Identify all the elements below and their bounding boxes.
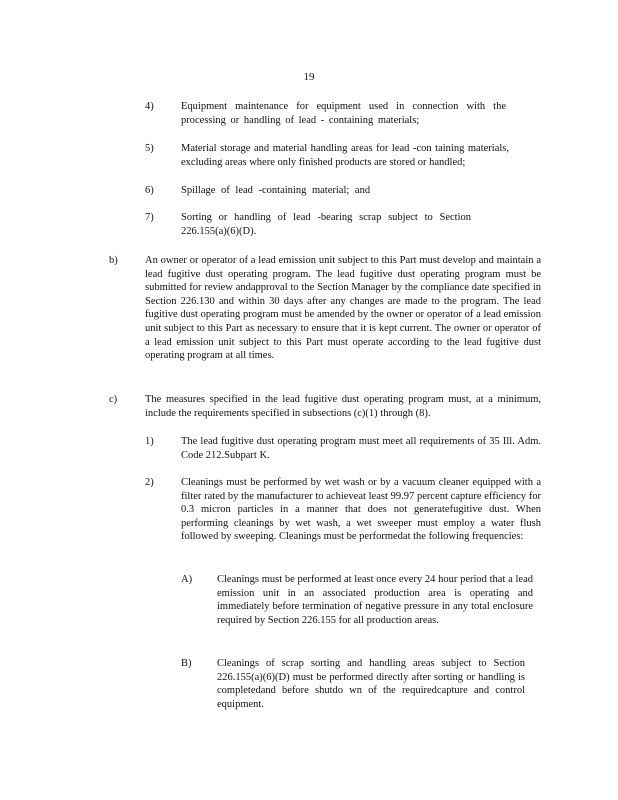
item-label: 6) [145, 185, 154, 196]
subsection-text: Cleanings of scrap sorting and handling areas subject to Section 226.155(a)(6)(D) must be performed directly after sorting or handling is completedand before shutdo wn of the requiredcapture and control equipment. [217, 658, 525, 710]
item-label: 4) [145, 101, 154, 112]
subsection-text: The lead fugitive dust operating program must meet all requirements of 35 Ill. Adm. Code 212.Subpart K. [181, 436, 541, 461]
subsection-label: 1) [145, 436, 154, 447]
subsection-text: Cleanings must be performed at least once every 24 hour period that a lead emission unit in an associated production area is operating and immediately before termination of negative pressure in any total enclosure required by Section 226.155 for all production areas. [217, 574, 533, 626]
item-text: Sorting or handling of lead -bearing scrap subject to Section 226.155(a)(6)(D). [181, 212, 471, 237]
subsection-label: B) [181, 658, 192, 669]
item-text: Material storage and material handling areas for lead -con taining materials, excluding areas where only finished products are stored or handled; [181, 143, 509, 168]
item-label: 7) [145, 212, 154, 223]
paragraph-label: b) [109, 255, 118, 266]
paragraph-text: An owner or operator of a lead emission unit subject to this Part must develop and maintain a lead fugitive dust operating program. The lead fugitive dust operating program must be submitted for review andapproval to the Section Manager by the compliance date specified in Section 226.130 and within 30 days after any changes are made to the program. The lead fugitive dust operating program must be amended by the owner or operator of a lead emission unit subject to this Part as necessary to ensure that it is kept current. The owner or operator of a lead emission unit subject to this Part must operate according to the lead fugitive dust operating program at all times. [145, 255, 541, 362]
item-text: Equipment maintenance for equipment used in connection with the processing or handling of lead - containing materials; [181, 101, 506, 126]
paragraph-label: c) [109, 394, 118, 405]
subsection-text: Cleanings must be performed by wet wash or by a vacuum cleaner equipped with a filter rated by the manufacturer to achieveat least 99.97 percent capture efficiency for 0.3 micron particles in a manner that does not generatefugitive dust. When performing cleanings by wet wash, a wet sweeper must employ a water flush followed by sweeping. Cleanings must be performedat the following frequencies: [181, 477, 541, 543]
item-text: Spillage of lead -containing material; and [181, 185, 371, 196]
paragraph-text: The measures specified in the lead fugitive dust operating program must, at a minimum, include the requirements specified in subsections (c)(1) through (8). [145, 394, 541, 419]
item-label: 5) [145, 143, 154, 154]
subsection-label: A) [181, 574, 193, 585]
page-number: 19 [303, 71, 315, 83]
subsection-label: 2) [145, 477, 154, 488]
